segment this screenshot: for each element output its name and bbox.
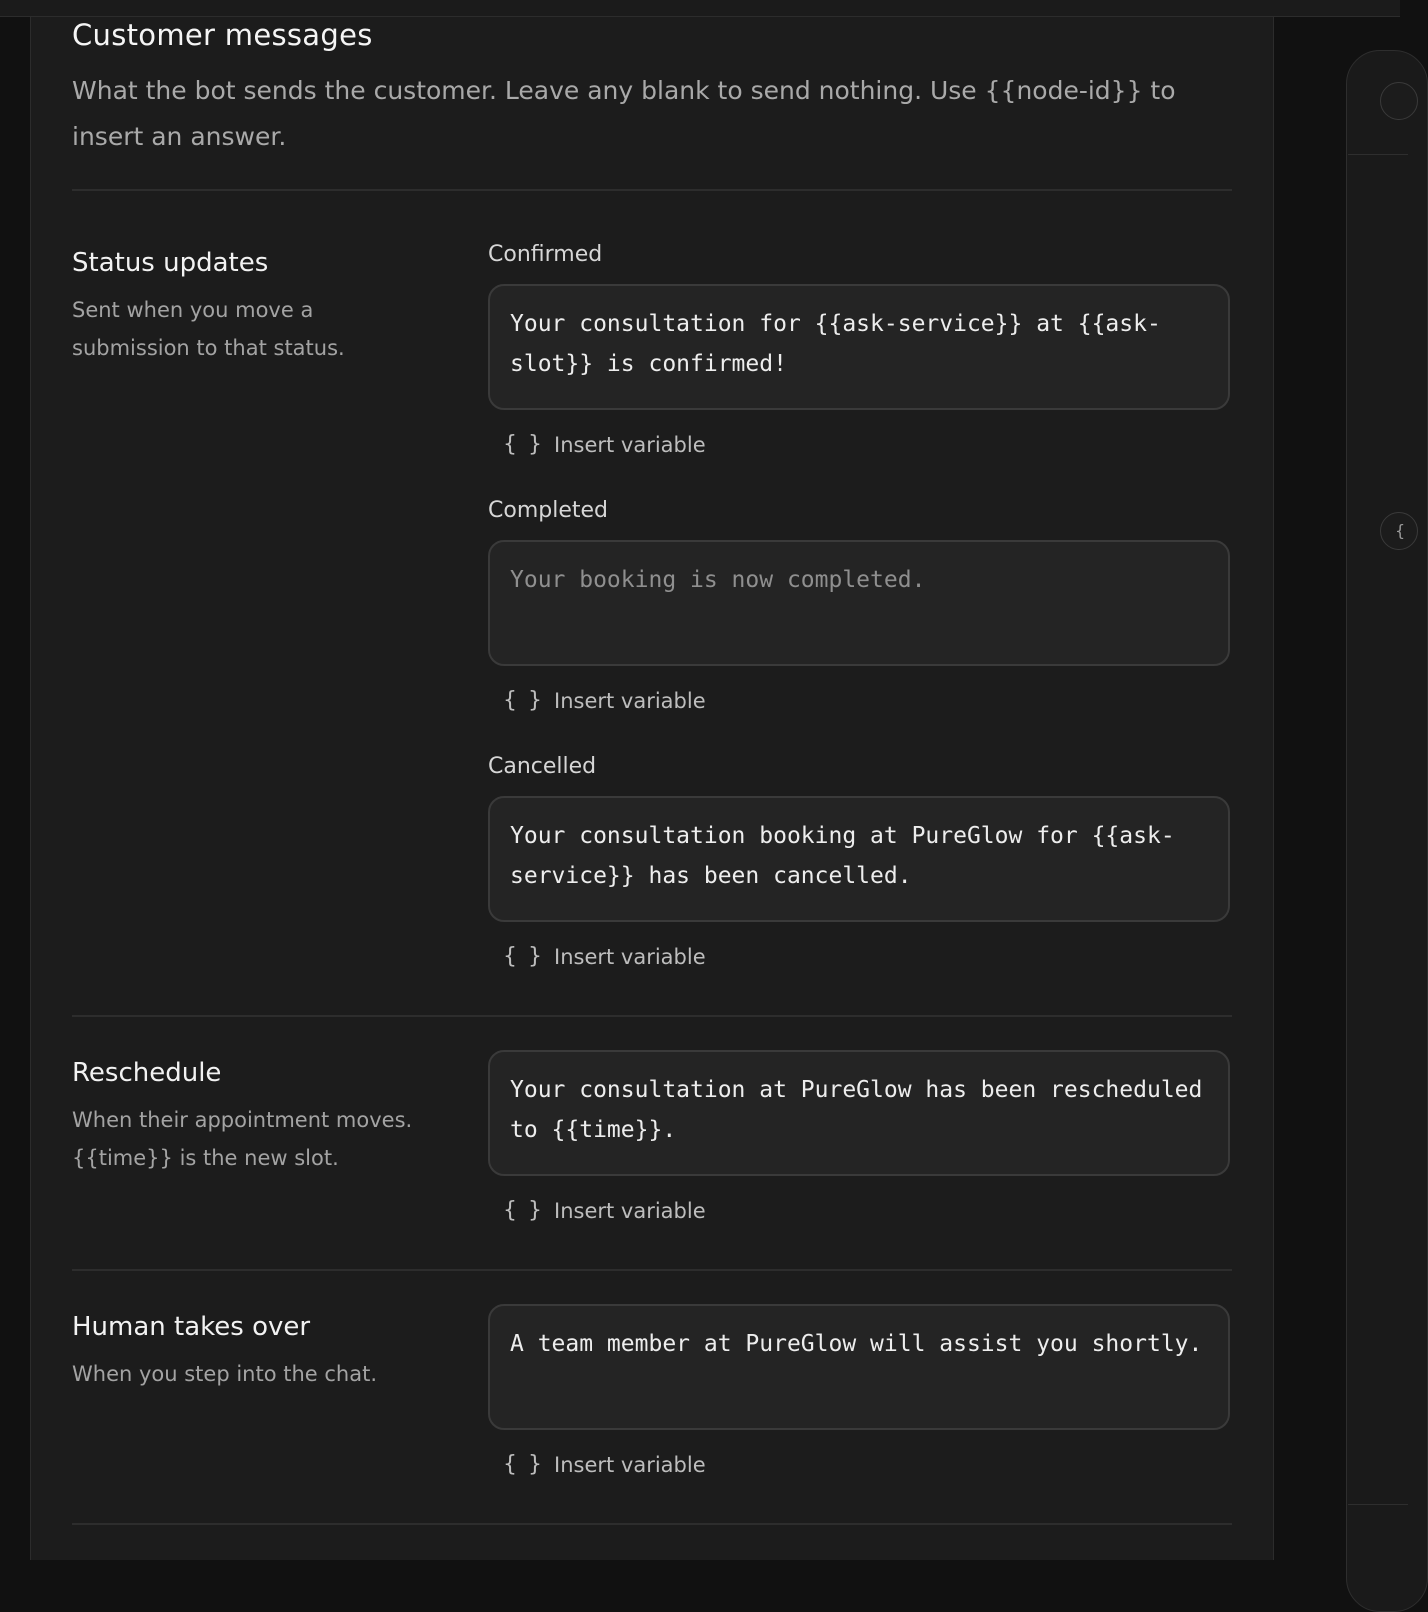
- page-subtitle: What the bot sends the customer. Leave any blank to send nothing. Use {{node-id}} to insert an answer.: [72, 76, 1176, 151]
- human-takeover-message-input[interactable]: A team member at PureGlow will assist you shortly.: [488, 1304, 1230, 1430]
- page-title: Customer messages: [72, 18, 373, 52]
- insert-variable-label: Insert variable: [554, 944, 706, 969]
- side-panel: [1346, 50, 1428, 1612]
- side-button-icon[interactable]: [1380, 82, 1418, 120]
- confirmed-label: Confirmed: [488, 242, 603, 267]
- cancelled-label: Cancelled: [488, 754, 597, 779]
- braces-icon: { }: [503, 688, 544, 713]
- cancelled-message-input[interactable]: Your consultation booking at PureGlow for {{ask-service}} has been cancelled.: [488, 796, 1230, 922]
- insert-variable-label: Insert variable: [554, 432, 706, 457]
- human-takeover-description: When you step into the chat.: [72, 1362, 378, 1386]
- divider: [72, 1269, 1232, 1271]
- status-updates-description: Sent when you move a submission to that status.: [72, 298, 345, 360]
- confirmed-message-input[interactable]: Your consultation for {{ask-service}} at {{ask-slot}} is confirmed!: [488, 284, 1230, 410]
- insert-variable-button[interactable]: [503, 1452, 706, 1477]
- braces-icon: { }: [503, 1452, 544, 1477]
- braces-icon: { }: [503, 944, 544, 969]
- completed-message-input[interactable]: Your booking is now completed.: [488, 540, 1230, 666]
- insert-variable-label: Insert variable: [554, 1198, 706, 1223]
- insert-variable-label: Insert variable: [554, 1452, 706, 1477]
- side-divider: [1348, 1504, 1408, 1505]
- top-bar: [0, 0, 1400, 17]
- side-divider: [1348, 154, 1408, 155]
- insert-variable-button[interactable]: [503, 432, 706, 457]
- insert-variable-button[interactable]: [503, 1198, 706, 1223]
- divider: [72, 189, 1232, 191]
- reschedule-message-input[interactable]: Your consultation at PureGlow has been rescheduled to {{time}}.: [488, 1050, 1230, 1176]
- completed-label: Completed: [488, 498, 608, 523]
- human-takeover-title: Human takes over: [72, 1312, 311, 1342]
- side-braces-icon[interactable]: {: [1380, 512, 1418, 550]
- status-updates-title: Status updates: [72, 248, 269, 278]
- divider: [72, 1015, 1232, 1017]
- insert-variable-button[interactable]: [503, 944, 706, 969]
- insert-variable-label: Insert variable: [554, 688, 706, 713]
- braces-icon: { }: [503, 432, 544, 457]
- divider: [72, 1523, 1232, 1525]
- reschedule-title: Reschedule: [72, 1058, 222, 1088]
- insert-variable-button[interactable]: [503, 688, 706, 713]
- reschedule-description: When their appointment moves. {{time}} is the new slot.: [72, 1108, 413, 1170]
- braces-icon: { }: [503, 1198, 544, 1223]
